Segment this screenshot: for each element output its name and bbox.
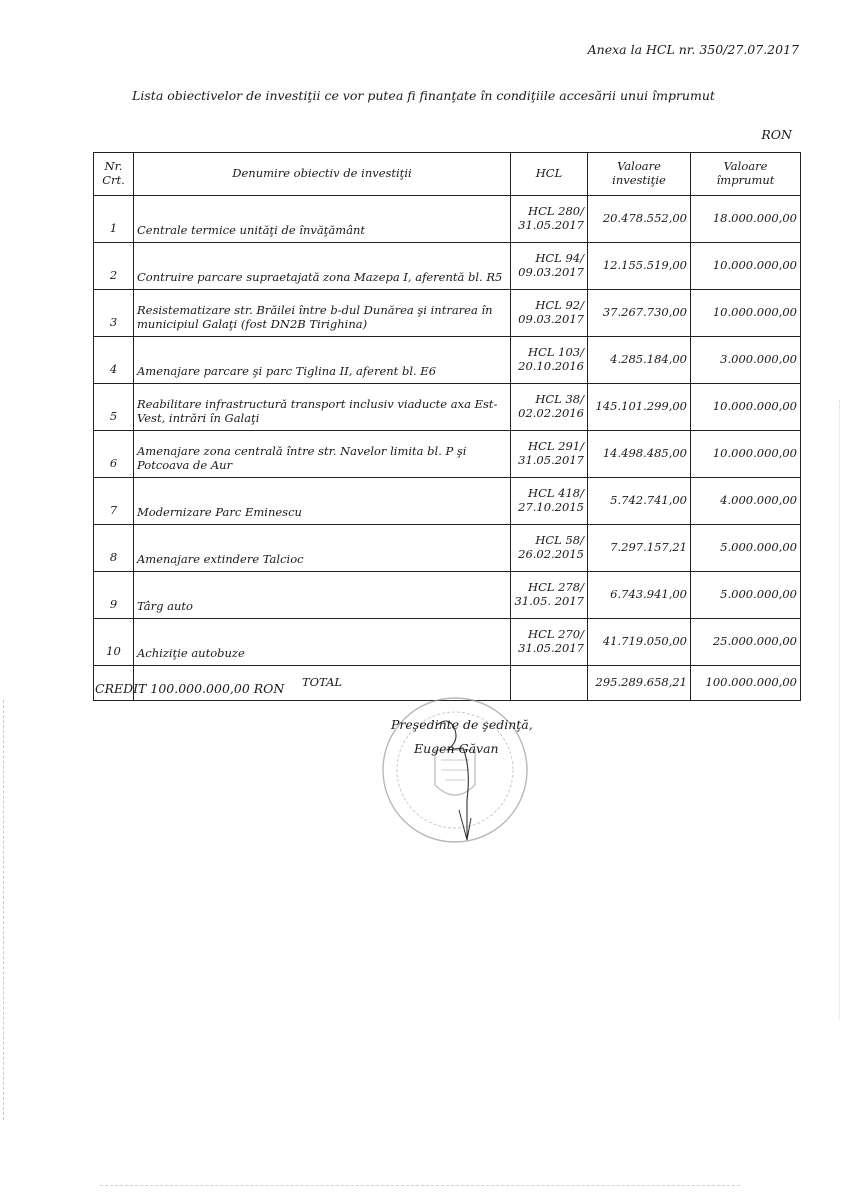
row-investment: 7.297.157,21 xyxy=(588,525,691,572)
total-loan: 100.000.000,00 xyxy=(691,666,801,701)
row-hcl: HCL 92/ 09.03.2017 xyxy=(511,290,588,337)
col-header-loan: Valoare împrumut xyxy=(691,153,801,196)
row-loan: 3.000.000,00 xyxy=(691,337,801,384)
row-name: Centrale termice unităţi de învăţământ xyxy=(134,196,511,243)
row-nr: 1 xyxy=(94,196,134,243)
official-stamp xyxy=(375,690,535,850)
row-loan: 10.000.000,00 xyxy=(691,290,801,337)
row-loan: 5.000.000,00 xyxy=(691,572,801,619)
row-investment: 20.478.552,00 xyxy=(588,196,691,243)
row-nr: 3 xyxy=(94,290,134,337)
row-hcl: HCL 291/ 31.05.2017 xyxy=(511,431,588,478)
scan-artifact-right xyxy=(839,400,841,1020)
row-loan: 5.000.000,00 xyxy=(691,525,801,572)
row-investment: 37.267.730,00 xyxy=(588,290,691,337)
row-nr: 6 xyxy=(94,431,134,478)
row-hcl: HCL 58/ 26.02.2015 xyxy=(511,525,588,572)
row-loan: 18.000.000,00 xyxy=(691,196,801,243)
row-investment: 4.285.184,00 xyxy=(588,337,691,384)
row-name: Resistematizare str. Brăilei între b-dul Dunărea şi intrarea în municipiul Galaţi (fost DN2B Tirighina) xyxy=(134,290,511,337)
table-row xyxy=(94,384,801,431)
row-loan: 4.000.000,00 xyxy=(691,478,801,525)
row-name: Contruire parcare supraetajată zona Mazepa I, aferentă bl. R5 xyxy=(134,243,511,290)
table-row xyxy=(94,337,801,384)
col-header-nr: Nr. Crt. xyxy=(94,153,134,196)
row-investment: 41.719.050,00 xyxy=(588,619,691,666)
total-investment: 295.289.658,21 xyxy=(588,666,691,701)
annex-reference: Anexa la HCL nr. 350/27.07.2017 xyxy=(587,42,799,57)
row-hcl: HCL 94/ 09.03.2017 xyxy=(511,243,588,290)
scan-artifact-left xyxy=(3,700,5,1120)
row-loan: 10.000.000,00 xyxy=(691,384,801,431)
row-hcl: HCL 418/ 27.10.2015 xyxy=(511,478,588,525)
col-header-investment: Valoare investiţie xyxy=(588,153,691,196)
signature-name: Eugen Găvan xyxy=(414,741,499,756)
row-hcl: HCL 38/ 02.02.2016 xyxy=(511,384,588,431)
row-investment: 145.101.299,00 xyxy=(588,384,691,431)
row-investment: 6.743.941,00 xyxy=(588,572,691,619)
row-loan: 10.000.000,00 xyxy=(691,431,801,478)
row-name: Târg auto xyxy=(134,572,511,619)
table-row xyxy=(94,290,801,337)
row-hcl: HCL 103/ 20.10.2016 xyxy=(511,337,588,384)
currency-label: RON xyxy=(761,127,792,142)
row-hcl: HCL 270/ 31.05.2017 xyxy=(511,619,588,666)
table-row xyxy=(94,243,801,290)
row-investment: 12.155.519,00 xyxy=(588,243,691,290)
row-name: Amenajare extindere Talcioc xyxy=(134,525,511,572)
row-hcl: HCL 278/ 31.05. 2017 xyxy=(511,572,588,619)
row-nr: 2 xyxy=(94,243,134,290)
document-title: Lista obiectivelor de investiţii ce vor putea fi finanţate în condiţiile accesării unui împrumut xyxy=(132,88,715,103)
col-header-name: Denumire obiectiv de investiţii xyxy=(134,153,511,196)
table-row xyxy=(94,572,801,619)
table-row xyxy=(94,525,801,572)
row-loan: 25.000.000,00 xyxy=(691,619,801,666)
row-nr: 10 xyxy=(94,619,134,666)
row-nr: 9 xyxy=(94,572,134,619)
row-name: Amenajare parcare şi parc Tiglina II, aferent bl. E6 xyxy=(134,337,511,384)
stamp-seal-graphic xyxy=(375,690,535,850)
row-hcl: HCL 280/ 31.05.2017 xyxy=(511,196,588,243)
credit-note: CREDIT 100.000.000,00 RON xyxy=(95,681,285,696)
table-row xyxy=(94,478,801,525)
row-name: Amenajare zona centrală între str. Navelor limita bl. P şi Potcoava de Aur xyxy=(134,431,511,478)
row-loan: 10.000.000,00 xyxy=(691,243,801,290)
row-nr: 7 xyxy=(94,478,134,525)
row-investment: 5.742.741,00 xyxy=(588,478,691,525)
table-row xyxy=(94,431,801,478)
row-name: Modernizare Parc Eminescu xyxy=(134,478,511,525)
signature-role: Preşedinte de şedinţă, xyxy=(391,717,533,732)
table-header-row xyxy=(94,153,801,196)
row-name: Achiziţie autobuze xyxy=(134,619,511,666)
row-investment: 14.498.485,00 xyxy=(588,431,691,478)
table-row xyxy=(94,196,801,243)
row-nr: 8 xyxy=(94,525,134,572)
investment-table xyxy=(93,152,801,701)
row-nr: 4 xyxy=(94,337,134,384)
row-name: Reabilitare infrastructură transport inclusiv viaducte axa Est-Vest, intrări în Galaţi xyxy=(134,384,511,431)
scan-artifact-bottom xyxy=(100,1185,740,1186)
table-row xyxy=(94,619,801,666)
total-label: TOTAL xyxy=(134,666,511,701)
row-nr: 5 xyxy=(94,384,134,431)
col-header-hcl: HCL xyxy=(511,153,588,196)
